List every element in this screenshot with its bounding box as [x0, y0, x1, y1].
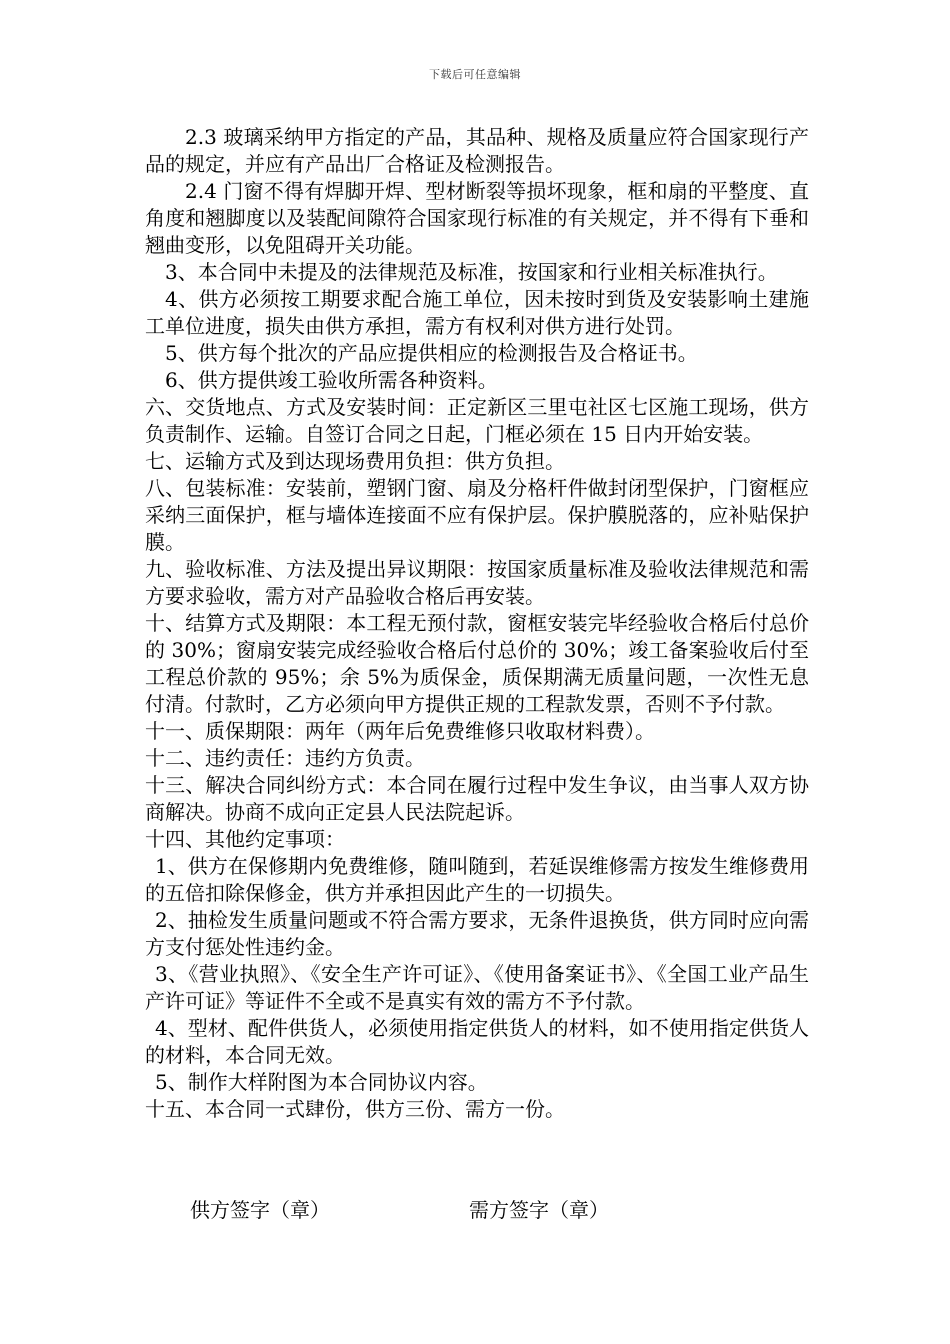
- contract-body: [145, 124, 809, 1123]
- clause-2-3-glass: 2.3 玻璃采纳甲方指定的产品，其品种、规格及质量应符合国家现行产品的规定，并应有产品出厂合格证及检测报告。: [145, 125, 809, 176]
- section-14-other-terms: 十四、其他约定事项：: [145, 827, 345, 851]
- signature-block: [0, 1194, 950, 1224]
- section-9-acceptance: 九、验收标准、方法及提出异议期限：按国家质量标准及验收法律规范和需方要求验收，需方对产品验收合格后再安装。: [145, 557, 809, 608]
- section-15-copies: 十五、本合同一式肆份，供方三份、需方一份。: [145, 1097, 565, 1121]
- term-2-inspection: 2、抽检发生质量问题或不符合需方要求，无条件退换货，供方同时应向需方支付惩处性违约金。: [145, 908, 809, 959]
- clause-2-4-door-window: 2.4 门窗不得有焊脚开焊、型材断裂等损坏现象，框和扇的平整度、直角度和翘脚度以及装配间隙符合国家现行标准的有关规定，并不得有下垂和翘曲变形，以免阻碍开关功能。: [145, 179, 809, 257]
- section-6-delivery: 六、交货地点、方式及安装时间：正定新区三里屯社区七区施工现场，供方负责制作、运输。自签订合同之日起，门框必须在 15 日内开始安装。: [145, 395, 809, 446]
- term-5-drawings: 5、制作大样附图为本合同协议内容。: [155, 1070, 488, 1094]
- clause-4-schedule: 4、供方必须按工期要求配合施工单位，因未按时到货及安装影响土建施工单位进度，损失由供方承担，需方有权利对供方进行处罚。: [145, 287, 809, 338]
- clause-3-standards: 3、本合同中未提及的法律规范及标准，按国家和行业相关标准执行。: [165, 260, 778, 284]
- section-10-settlement: 十、结算方式及期限：本工程无预付款，窗框安装完毕经验收合格后付总价的 30%；窗扇安装完成经验收合格后付总价的 30%；竣工备案验收后付至工程总价款的 95%；余 5%为质保金，质保期满无质量问题，一次性无息付清。付款时，乙方必须向甲方提供正规的工程款发票，否则不予付款。: [145, 611, 809, 716]
- term-3-certificates: 3、《营业执照》、《安全生产许可证》、《使用备案证书》、《全国工业产品生产许可证》等证件不全或不是真实有效的需方不予付款。: [145, 962, 809, 1013]
- section-8-packaging: 八、包装标准：安装前，塑钢门窗、扇及分格杆件做封闭型保护，门窗框应采纳三面保护，框与墙体连接面不应有保护层。保护膜脱落的，应补贴保护膜。: [145, 476, 809, 554]
- clause-5-reports: 5、供方每个批次的产品应提供相应的检测报告及合格证书。: [165, 341, 698, 365]
- supplier-signature-label: 供方签字（章）: [190, 1198, 330, 1222]
- term-4-suppliers: 4、型材、配件供货人，必须使用指定供货人的材料，如不使用指定供货人的材料，本合同无效。: [145, 1016, 809, 1067]
- term-1-maintenance: 1、供方在保修期内免费维修，随叫随到，若延误维修需方按发生维修费用的五倍扣除保修金，供方并承担因此产生的一切损失。: [145, 854, 809, 905]
- clause-6-documents: 6、供方提供竣工验收所需各种资料。: [165, 368, 498, 392]
- section-13-disputes: 十三、解决合同纠纷方式：本合同在履行过程中发生争议，由当事人双方协商解决。协商不成向正定县人民法院起诉。: [145, 773, 809, 824]
- section-7-transport: 七、运输方式及到达现场费用负担：供方负担。: [145, 449, 565, 473]
- section-12-liability: 十二、违约责任：违约方负责。: [145, 746, 425, 770]
- buyer-signature-label: 需方签字（章）: [469, 1198, 609, 1222]
- page-header-note: 下载后可任意编辑: [429, 68, 521, 81]
- section-11-warranty: 十一、质保期限：两年（两年后免费维修只收取材料费）。: [145, 719, 655, 743]
